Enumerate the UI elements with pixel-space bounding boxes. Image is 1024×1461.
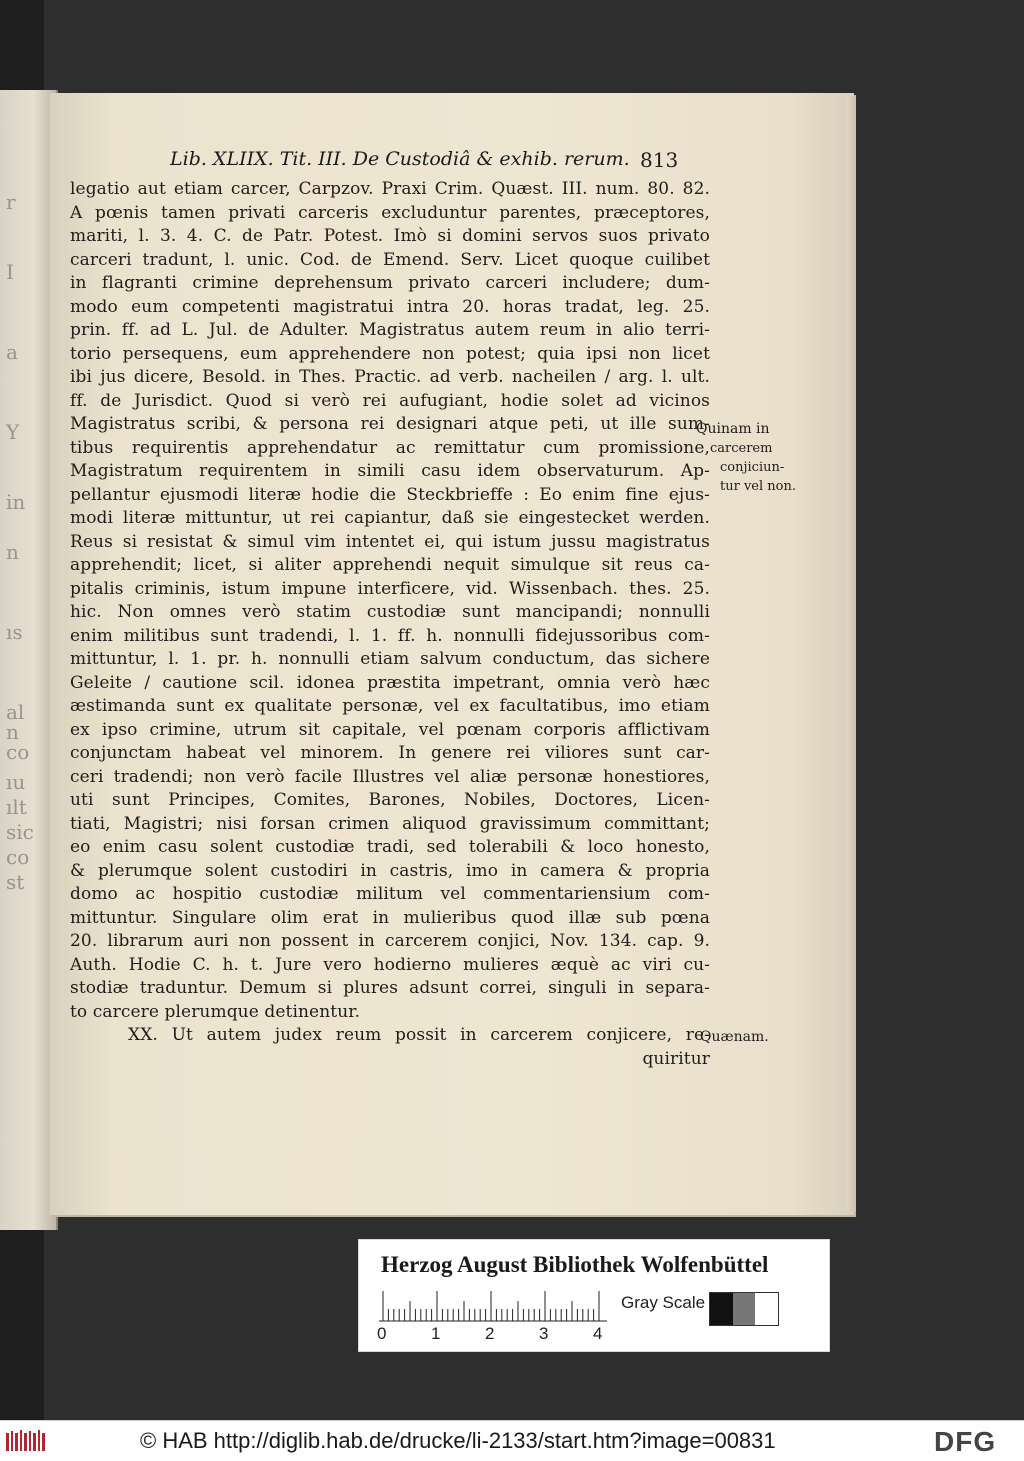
footer-copyright-link[interactable]: © HAB http://diglib.hab.de/drucke/li-2133/start.htm?image=00831 xyxy=(140,1428,776,1453)
gray-scale-swatch xyxy=(709,1292,779,1326)
prev-page-fragment: in xyxy=(6,490,26,514)
text-line: & plerumque solent custodiri in castris, imo in camera & propria xyxy=(70,860,710,881)
margin-note-quaenam: Quænam. xyxy=(700,1029,769,1045)
text-line: Auth. Hodie C. h. t. Jure vero hodierno mulieres æquè ac viri cu- xyxy=(70,954,710,975)
text-line: ff. de Jurisdict. Quod si verò rei aufugiant, hodie solet ad vicinos xyxy=(70,390,710,411)
prev-page-fragment: n xyxy=(6,540,19,564)
text-line: domo ac hospitio custodiæ militum vel commentariensium com- xyxy=(70,884,710,904)
text-line: mariti, l. 3. 4. C. de Patr. Potest. Imò si domini servos suos privato xyxy=(70,226,710,246)
margin-note-line: Quinam in xyxy=(696,421,770,437)
text-line: modo eum competenti magistratui intra 20. horas tradat, leg. 25. xyxy=(70,296,710,317)
text-line: conjunctam habeat vel minorem. In genere rei viliores sunt car- xyxy=(70,743,710,763)
prev-page-fragment: ıu xyxy=(6,770,26,794)
text-line: Magistratus scribi, & persona rei designari atque peti, ut ille sum- xyxy=(70,414,710,434)
dfg-logo: DFG xyxy=(934,1426,997,1457)
text-line: torio persequens, eum apprehendere non potest; quia ipsi non licet xyxy=(70,343,710,364)
section-heading-line: XX. Ut autem judex reum possit in carcerem conjicere, re- xyxy=(128,1025,710,1045)
text-line: 20. librarum auri non possent in carcerem conjici, Nov. 134. cap. 9. xyxy=(70,931,710,951)
prev-page-fragment: ılt xyxy=(6,795,27,819)
prev-page-fragment: ıs xyxy=(6,620,23,644)
prev-page-fragment: r xyxy=(6,190,16,214)
text-line: legatio aut etiam carcer, Carpzov. Praxi Crim. Quæst. III. num. 80. 82. xyxy=(70,179,710,199)
text-line: ceri tradendi; non verò facile Illustres vel aliæ personæ honestiores, xyxy=(70,766,710,787)
page-number: 813 xyxy=(640,148,679,172)
prev-page-fragment: I xyxy=(6,260,14,284)
ruler-digit: 0 xyxy=(377,1324,387,1343)
text-line: apprehendit; licet, si aliter apprehendi nequit simulque sit reus ca- xyxy=(70,555,710,575)
prev-page-fragment: co xyxy=(6,845,30,869)
footer-bar xyxy=(0,1420,1024,1461)
margin-note-line: conjiciun- xyxy=(720,460,785,475)
text-line: enim militibus sunt tradendi, l. 1. ff. h. nonnulli fidejussoribus com- xyxy=(70,625,710,646)
text-line: stodiæ traduntur. Demum si plures adsunt correi, singuli in separa- xyxy=(70,978,710,998)
text-line: prin. ff. ad L. Jul. de Adulter. Magistratus autem reum in alio terri- xyxy=(70,320,710,340)
text-line: modi literæ mittuntur, ut rei capiantur, daß sie eingestecket werden. xyxy=(70,508,710,528)
prev-page-fragment: sic xyxy=(6,820,34,844)
ruler-digit: 3 xyxy=(539,1324,549,1343)
ruler-digit: 4 xyxy=(593,1324,603,1343)
prev-page-fragment: al xyxy=(6,700,25,724)
prev-page-fragment: a xyxy=(6,340,18,364)
text-line: pellantur ejusmodi literæ hodie die Steckbrieffe : Eo enim fine ejus- xyxy=(70,484,710,505)
text-line: mittuntur. Singulare olim erat in mulieribus quod illæ sub pœna xyxy=(70,907,710,928)
measurement-ruler xyxy=(379,1290,614,1322)
text-line: eo enim casu solent custodiæ tradi, sed tolerabili & loco honesto, xyxy=(70,837,710,857)
body-text xyxy=(70,178,710,1071)
margin-note-line: tur vel non. xyxy=(720,479,796,494)
margin-note-line: carcerem xyxy=(710,441,773,456)
prev-page-fragment: st xyxy=(6,870,25,894)
running-head: Lib. XLIIX. Tit. III. De Custodiâ & exhib. rerum. xyxy=(170,148,630,170)
ruler-digit: 2 xyxy=(485,1324,495,1343)
text-line: tiati, Magistri; nisi forsan crimen aliquod gravissimum committant; xyxy=(70,813,710,834)
text-line: ex ipso crimine, utrum sit capitale, vel pœnam corporis afflictivam xyxy=(70,719,710,740)
text-line: in flagranti crimine deprehensum privato carceri includere; dum- xyxy=(70,273,710,293)
prev-page-fragment: n xyxy=(6,720,19,744)
prev-page-fragment: co xyxy=(6,740,30,764)
text-line: carceri tradunt, l. unic. Cod. de Emend. Serv. Licet quoque cuilibet xyxy=(70,249,710,270)
text-line: pitalis criminis, istum impune interficere, vid. Wissenbach. thes. 25. xyxy=(70,578,710,599)
text-line: A pœnis tamen privati carceris excluduntur parentes, præceptores, xyxy=(70,202,710,223)
text-line: ibi jus dicere, Besold. in Thes. Practic. ad verb. nacheilen / arg. l. ult. xyxy=(70,367,710,387)
gray-scale-label: Gray Scale xyxy=(621,1293,706,1312)
hab-logo-icon xyxy=(6,1429,48,1453)
margin-note-quinam xyxy=(696,420,796,496)
text-line: Geleite / cautione scil. idonea præstita impetrant, omnia verò hæc xyxy=(70,672,710,693)
ruler-digit: 1 xyxy=(431,1324,441,1343)
text-line: uti sunt Principes, Comites, Barones, Nobiles, Doctores, Licen- xyxy=(70,790,710,810)
text-line: Reus si resistat & simul vim intentet ei, qui istum jussu magistratus xyxy=(70,531,710,552)
text-line: æstimanda sunt ex qualitate personæ, vel ex facultatibus, imo etiam xyxy=(70,696,710,716)
page-edge xyxy=(846,96,856,1212)
library-name: Herzog August Bibliothek Wolfenbüttel xyxy=(381,1252,769,1277)
text-line: to carcere plerumque detinentur. xyxy=(70,1001,361,1022)
library-color-card xyxy=(358,1239,830,1352)
prev-page-fragment: Y xyxy=(6,420,20,444)
text-line: mittuntur, l. 1. pr. h. nonnulli etiam salvum conductum, das sichere xyxy=(70,649,710,669)
catchword: quiritur xyxy=(642,1048,710,1069)
text-line: Magistratum requirentem in simili casu idem observaturum. Ap- xyxy=(70,461,710,481)
text-line: hic. Non omnes verò statim custodiæ sunt mancipandi; nonnulli xyxy=(70,602,710,622)
text-line: tibus requirentis apprehendatur ac remittatur cum promissione, xyxy=(70,437,710,458)
